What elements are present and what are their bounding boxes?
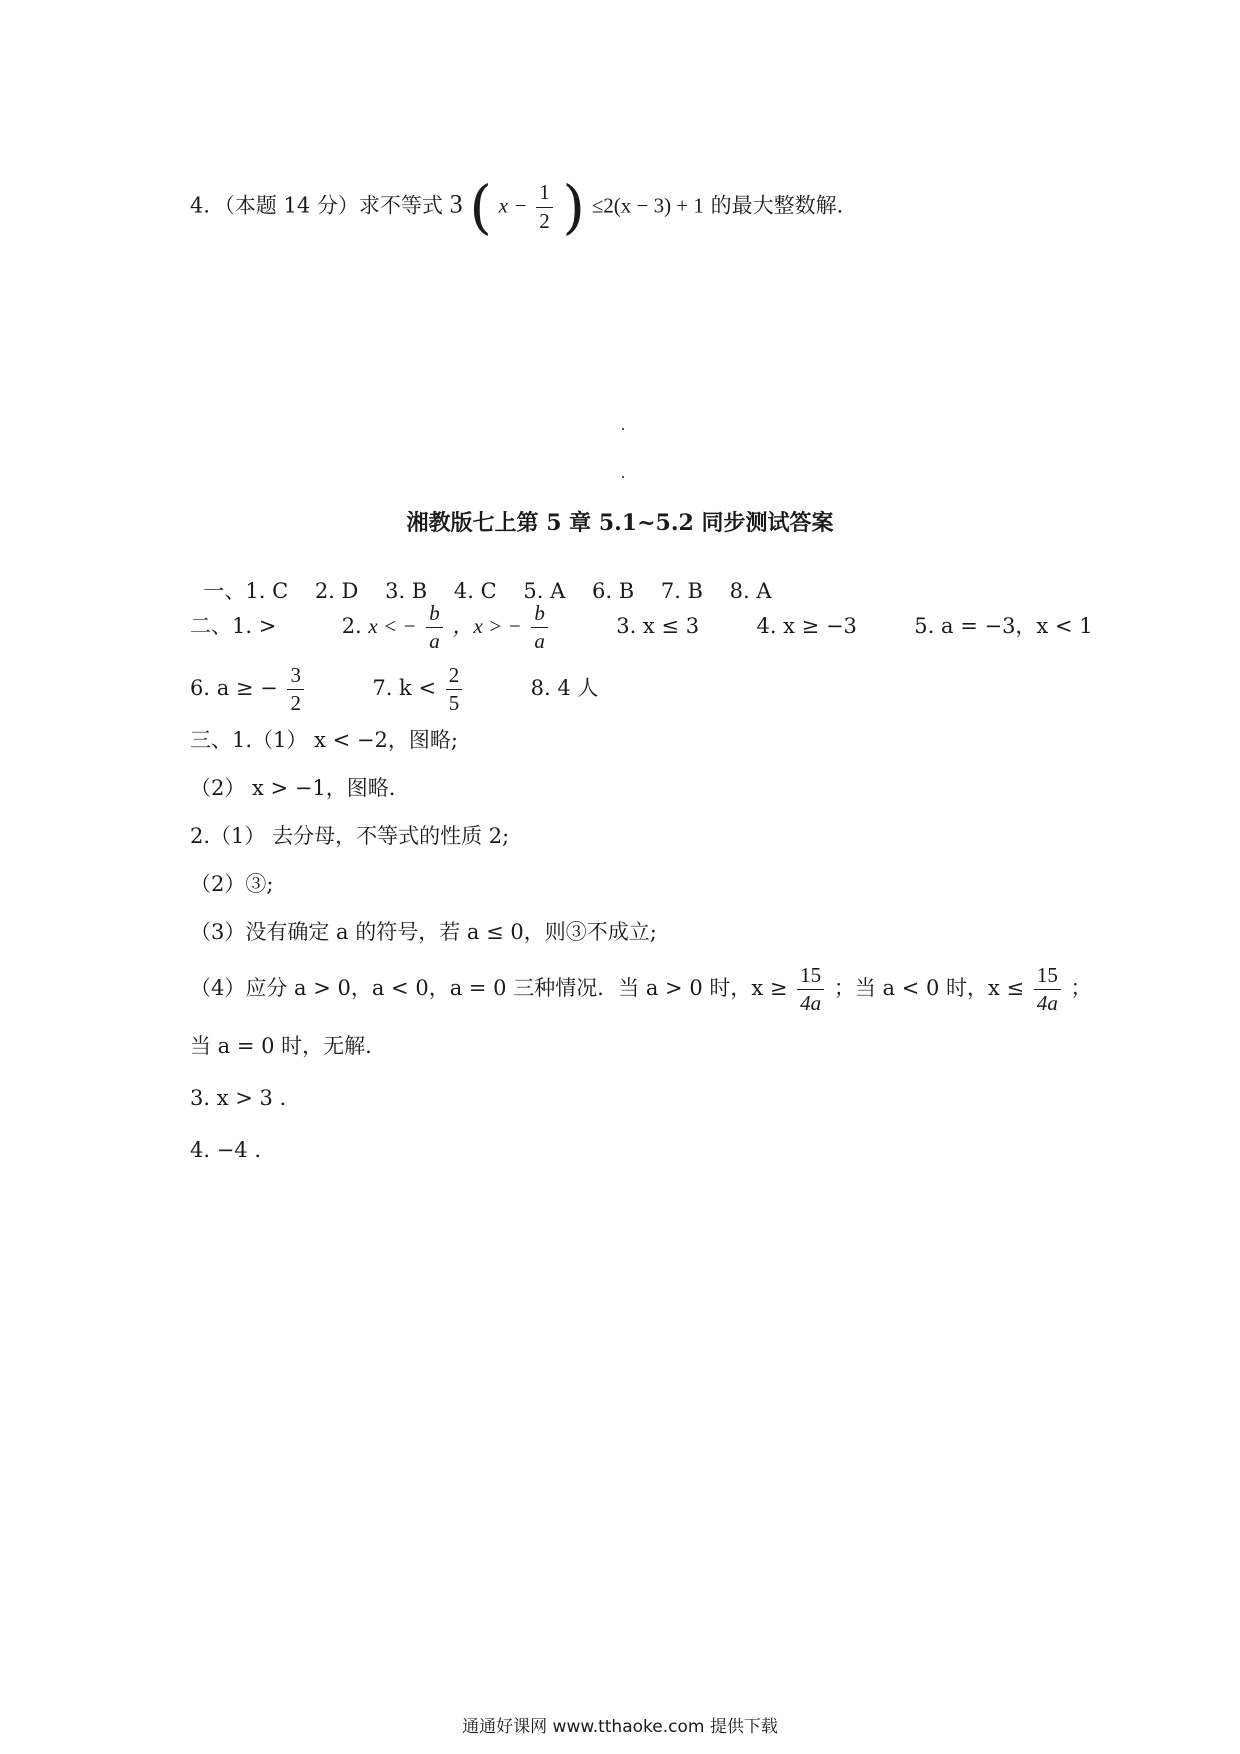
- q4-half-numerator: 1: [536, 181, 553, 207]
- frac-numerator: 2: [446, 664, 463, 690]
- frac-numerator: b: [531, 602, 548, 628]
- s2-item7-label: 7. k <: [372, 676, 437, 701]
- q4-rhs: ≤2(x − 3) + 1: [591, 193, 704, 218]
- s2-frac-b-over-a-2: [531, 602, 548, 653]
- q4-half-fraction: [536, 181, 553, 232]
- section-1-answers: [190, 560, 772, 602]
- section-3-line-7: 当 a = 0 时，无解.: [190, 1034, 372, 1058]
- q4-suffix: 的最大整数解.: [710, 193, 844, 218]
- section-3-line-8: 3. x > 3 .: [190, 1086, 287, 1110]
- s2-item1: 二、1. >: [190, 614, 277, 639]
- s3-l6-part-c: ；: [1070, 976, 1092, 1001]
- section-2-line-1: [190, 602, 1093, 653]
- s2-item4: 4. x ≥ −3: [756, 614, 857, 639]
- frac-numerator: 15: [797, 964, 824, 990]
- section-3-line-6: [190, 964, 1092, 1015]
- scan-dot-1: [622, 428, 624, 430]
- frac-denominator: 5: [448, 691, 460, 716]
- s2-frac-b-over-a-1: [426, 602, 443, 653]
- scan-dot-2: [622, 476, 624, 478]
- section-1-text: 一、1. C 2. D 3. B 4. C 5. A 6. B 7. B 8. A: [203, 579, 772, 603]
- frac-numerator: 3: [287, 664, 304, 690]
- left-paren: (: [469, 173, 492, 241]
- section-3-line-9: 4. −4 .: [190, 1138, 262, 1162]
- q4-var-x: x: [498, 193, 508, 218]
- answer-title: 湘教版七上第 5 章 5.1~5.2 同步测试答案: [406, 510, 834, 536]
- s2-item7-fraction: [446, 664, 463, 715]
- footer-source: 通通好课网 www.tthaoke.com 提供下载: [462, 1717, 778, 1737]
- section-3-line-5: （3）没有确定 a 的符号，若 a ≤ 0，则③不成立;: [190, 920, 657, 944]
- q4-minus: −: [514, 193, 527, 218]
- s2-item5: 5. a = −3，x < 1: [914, 614, 1093, 639]
- s3-frac-15-over-4a-2: [1034, 964, 1061, 1015]
- section-3-line-4: （2）③;: [190, 872, 274, 896]
- frac-denominator: a: [534, 629, 545, 654]
- s2-item6-fraction: [287, 664, 304, 715]
- s2-item8: 8. 4 人: [530, 676, 599, 701]
- question-4: [190, 173, 844, 241]
- s2-item3: 3. x ≤ 3: [616, 614, 700, 639]
- section-2-line-2: [190, 664, 598, 715]
- s3-l6-part-a: （4）应分 a > 0，a < 0，a = 0 三种情况．当 a > 0 时，x ≥: [190, 976, 788, 1001]
- s2-item2-sep: ，x > −: [452, 614, 522, 639]
- right-paren: ): [562, 173, 586, 241]
- frac-denominator: a: [429, 629, 440, 654]
- frac-denominator: 4a: [1036, 991, 1058, 1016]
- s3-frac-15-over-4a-1: [797, 964, 824, 1015]
- frac-numerator: 15: [1034, 964, 1061, 990]
- section-3-line-2: （2） x > −1，图略.: [190, 776, 396, 800]
- q4-prefix: 4．（本题 14 分）求不等式: [190, 193, 443, 218]
- frac-denominator: 4a: [800, 991, 822, 1016]
- s2-item2-a: x < −: [368, 614, 417, 639]
- q4-half-denominator: 2: [539, 208, 550, 233]
- s3-l6-part-b: ；当 a < 0 时，x ≤: [833, 976, 1025, 1001]
- section-3-line-3: 2.（1） 去分母，不等式的性质 2;: [190, 824, 510, 848]
- section-3-line-1: 三、1.（1） x < −2，图略;: [190, 728, 458, 752]
- s2-item6-label: 6. a ≥ −: [190, 676, 278, 701]
- frac-denominator: 2: [290, 691, 301, 716]
- q4-coefficient: 3: [449, 189, 463, 219]
- s2-item2-label: 2.: [341, 614, 362, 639]
- frac-numerator: b: [426, 602, 443, 628]
